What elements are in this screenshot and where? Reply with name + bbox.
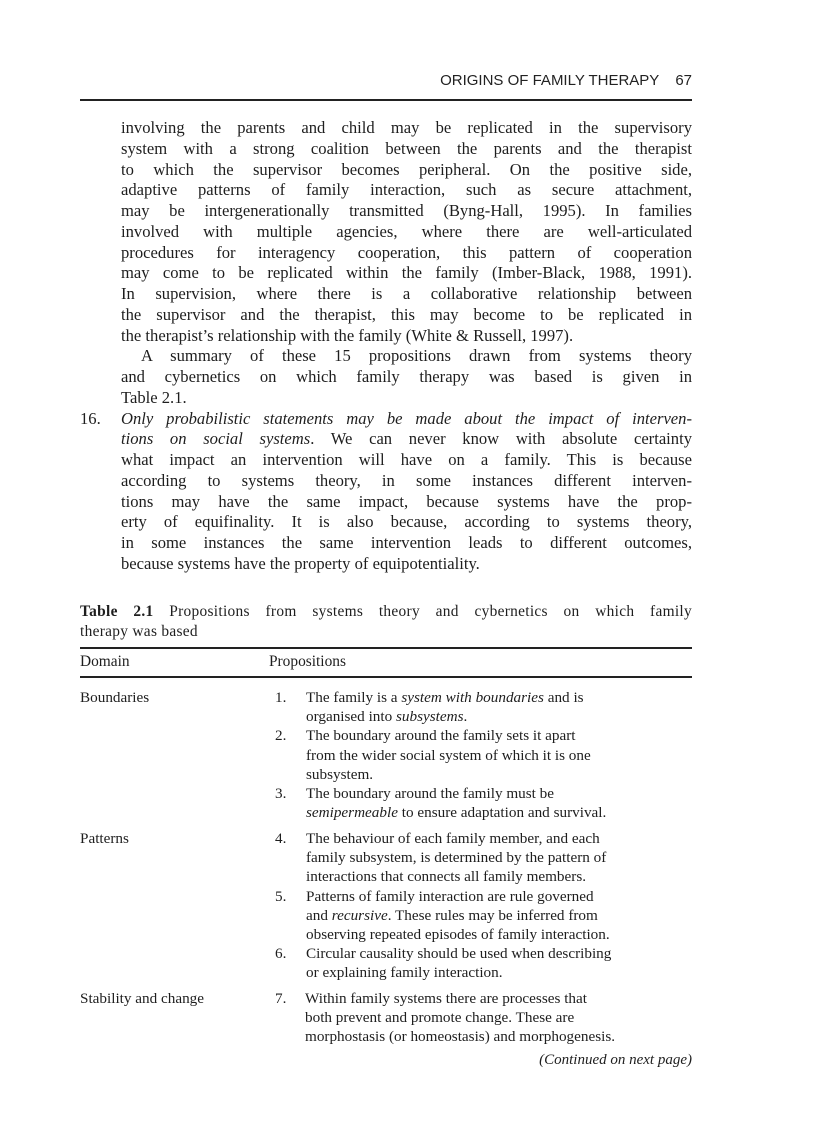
text-line <box>80 118 692 139</box>
domain-cell: Stability and change <box>80 990 204 1007</box>
text-segment: Within family systems there are processes that <box>305 990 587 1007</box>
table-header-rule <box>80 676 692 678</box>
text-segment: subsystem. <box>306 765 374 783</box>
text-segment: interactions that connects all family members. <box>306 868 587 886</box>
text-segment: involved with multiple agencies, where there are well-articulated <box>121 221 692 241</box>
text-line <box>80 284 692 305</box>
proposition-line <box>306 906 598 925</box>
proposition-line <box>306 784 554 803</box>
proposition-line <box>306 803 606 822</box>
text-line <box>80 388 692 409</box>
text-segment: tions may have the same impact, because systems have the prop- <box>121 491 692 511</box>
text-line <box>80 326 692 347</box>
text-line <box>80 139 692 160</box>
table-top-rule <box>80 647 692 649</box>
text-segment: or explaining family interaction. <box>306 964 503 982</box>
table-caption <box>80 602 692 642</box>
text-segment: Table 2.1. <box>121 387 187 407</box>
text-segment: may be intergenerationally transmitted (Byng-Hall, 1995). In families <box>121 201 692 220</box>
text-segment: observing repeated episodes of family interaction. <box>306 926 610 943</box>
text-line <box>80 305 692 326</box>
proposition-line <box>306 848 606 867</box>
text-segment: The family is a <box>306 689 402 706</box>
italic-text: subsystems <box>396 708 464 726</box>
table-caption-text: therapy was based <box>80 623 198 640</box>
text-segment: according to systems theory, in some instances different interven- <box>121 470 692 490</box>
text-segment: in some instances the same intervention leads to different outcomes, <box>121 533 692 552</box>
text-line <box>80 512 692 533</box>
text-segment: family subsystem, is determined by the pattern of <box>306 849 607 867</box>
proposition-number: 5. <box>275 887 287 905</box>
text-segment: Circular causality should be used when describing <box>306 945 612 963</box>
text-segment: The boundary around the family must be <box>306 785 554 802</box>
text-segment: from the wider social system of which it is one <box>306 746 591 764</box>
proposition-number: 3. <box>275 785 287 802</box>
text-segment: and cybernetics on which family therapy was based is given in <box>121 367 692 386</box>
proposition-line <box>305 1027 615 1046</box>
text-line <box>80 429 692 450</box>
text-segment: both prevent and promote change. These are <box>305 1009 575 1027</box>
text-line <box>80 409 692 430</box>
text-line <box>80 471 692 492</box>
column-header-propositions: Propositions <box>269 653 346 670</box>
running-title: ORIGINS OF FAMILY THERAPY <box>440 72 660 89</box>
page-number: 67 <box>675 72 692 89</box>
text-segment: the therapist’s relationship with the family (White & Russell, 1997). <box>121 325 574 345</box>
italic-text: tions on social systems <box>121 429 311 449</box>
text-segment: to which the supervisor becomes peripheral. On the positive side, <box>121 159 692 179</box>
table-caption-label: Table 2.1 <box>80 603 154 620</box>
text-segment: . We can never know with absolute certainty <box>310 429 692 449</box>
text-line <box>80 492 692 513</box>
text-segment: . <box>463 708 468 726</box>
proposition-line <box>306 765 373 784</box>
text-segment: the supervisor and the therapist, this may become to be replicated in <box>121 304 692 324</box>
proposition-number: 2. <box>275 727 287 745</box>
proposition-line <box>306 688 584 707</box>
italic-text: semipermeable <box>306 804 398 822</box>
text-segment: erty of equifinality. It is also because, according to systems theory, <box>121 512 692 532</box>
domain-cell: Boundaries <box>80 689 150 706</box>
text-line <box>80 222 692 243</box>
text-line <box>80 346 692 367</box>
text-line <box>80 180 692 201</box>
proposition-number: 6. <box>275 945 287 963</box>
text-segment: involving the parents and child may be replicated in the supervisory <box>121 118 692 137</box>
proposition-line <box>306 707 467 726</box>
text-segment: morphostasis (or homeostasis) and morphogenesis. <box>305 1028 616 1046</box>
proposition-line <box>306 867 586 886</box>
proposition-line <box>306 944 611 963</box>
proposition-line <box>306 746 591 765</box>
proposition-line <box>306 829 600 848</box>
text-segment: because systems have the property of equipotentiality. <box>121 553 480 573</box>
text-line <box>80 201 692 222</box>
proposition-number: 1. <box>275 689 287 706</box>
text-segment: and is <box>543 689 584 706</box>
text-line <box>80 243 692 264</box>
proposition-line <box>306 963 503 982</box>
list-number: 16. <box>80 408 101 428</box>
italic-text: system with boundaries <box>401 689 544 706</box>
running-header <box>80 72 692 89</box>
proposition-line <box>305 1008 574 1027</box>
text-segment: The boundary around the family sets it apart <box>306 727 576 745</box>
text-line <box>80 160 692 181</box>
text-line <box>80 263 692 284</box>
body-text <box>80 118 692 575</box>
domain-cell: Patterns <box>80 830 129 847</box>
text-segment: system with a strong coalition between the parents and the therapist <box>121 138 692 158</box>
text-line <box>80 554 692 575</box>
text-segment: The behaviour of each family member, and each <box>306 830 600 847</box>
text-segment: what impact an intervention will have on a family. This is because <box>121 450 692 469</box>
text-segment: adaptive patterns of family interaction, such as secure attachment, <box>121 180 692 200</box>
proposition-number: 4. <box>275 830 287 847</box>
table-caption-text: Propositions from systems theory and cybernetics on which family <box>169 603 693 620</box>
column-header-domain: Domain <box>80 653 130 670</box>
proposition-line <box>306 887 594 906</box>
proposition-number: 7. <box>275 990 287 1007</box>
text-segment: Patterns of family interaction are rule governed <box>306 887 594 905</box>
text-line <box>80 367 692 388</box>
text-segment: organised into <box>306 708 396 726</box>
text-segment: In supervision, where there is a collaborative relationship between <box>121 284 692 303</box>
text-segment: . These rules may be inferred from <box>387 906 598 924</box>
text-segment: may come to be replicated within the family (Imber-Black, 1988, 1991). <box>121 263 692 283</box>
proposition-line <box>306 726 576 745</box>
proposition-line <box>306 925 610 944</box>
proposition-line <box>305 989 587 1008</box>
text-segment: and <box>306 906 332 924</box>
text-line <box>80 533 692 554</box>
text-line <box>80 450 692 471</box>
italic-text: Only probabilistic statements may be made about the impact of interven- <box>121 408 692 428</box>
header-rule <box>80 99 692 101</box>
continued-note: (Continued on next page) <box>539 1052 692 1068</box>
text-segment: procedures for interagency cooperation, this pattern of cooperation <box>121 242 692 262</box>
text-segment: A summary of these 15 propositions drawn from systems theory <box>141 346 692 366</box>
text-segment: to ensure adaptation and survival. <box>397 804 607 822</box>
italic-text: recursive <box>331 906 388 924</box>
